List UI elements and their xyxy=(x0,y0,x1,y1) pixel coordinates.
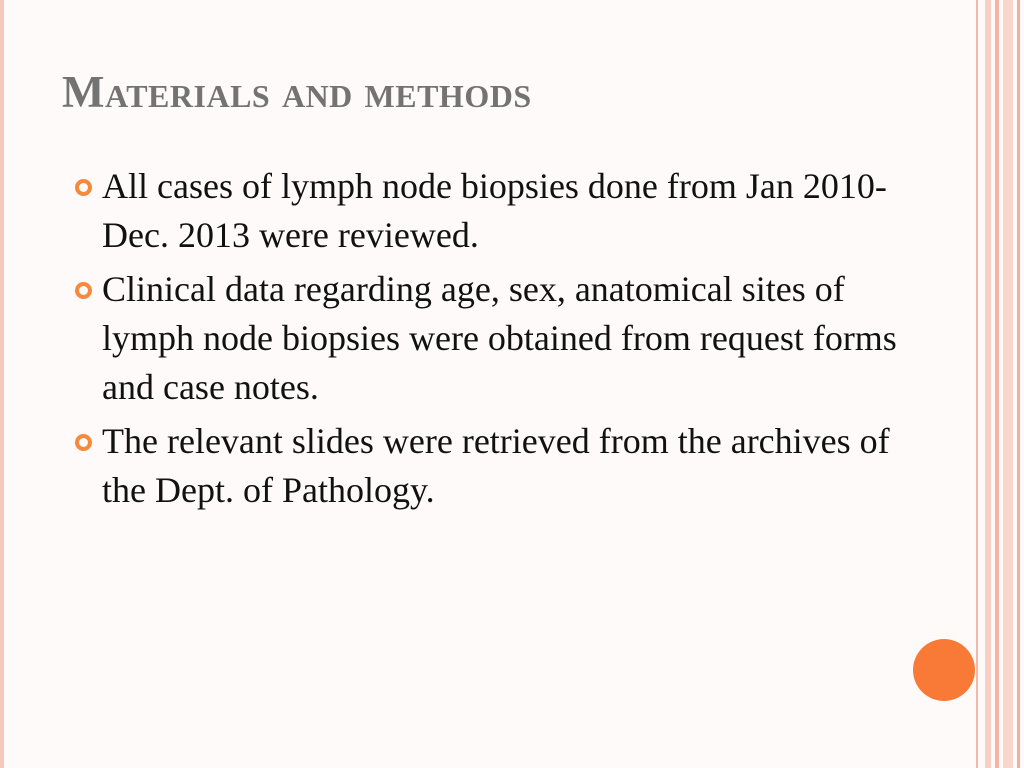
ring-bullet-icon xyxy=(75,434,92,451)
bullet-text: Clinical data regarding age, sex, anatomical sites of lymph node biopsies were obtained from request forms and case notes. xyxy=(102,269,897,407)
right-stripe-decoration xyxy=(995,0,999,768)
bullet-text: All cases of lymph node biopsies done from Jan 2010-Dec. 2013 were reviewed. xyxy=(102,166,887,255)
right-stripe-decoration xyxy=(976,0,978,768)
right-stripe-decoration xyxy=(1017,0,1020,768)
right-stripe-decoration xyxy=(1003,0,1013,768)
left-edge-decoration xyxy=(0,0,4,768)
bullet-item xyxy=(72,417,932,515)
right-stripe-decoration xyxy=(985,0,991,768)
ring-bullet-icon xyxy=(75,179,92,196)
ring-bullet-icon xyxy=(75,282,92,299)
bullet-text: The relevant slides were retrieved from the archives of the Dept. of Pathology. xyxy=(102,421,890,510)
bullet-item xyxy=(72,265,932,412)
bullet-list xyxy=(72,162,932,520)
slide-title: Materials and methods xyxy=(62,67,532,117)
orange-circle-icon xyxy=(913,639,975,701)
bullet-item xyxy=(72,162,932,260)
